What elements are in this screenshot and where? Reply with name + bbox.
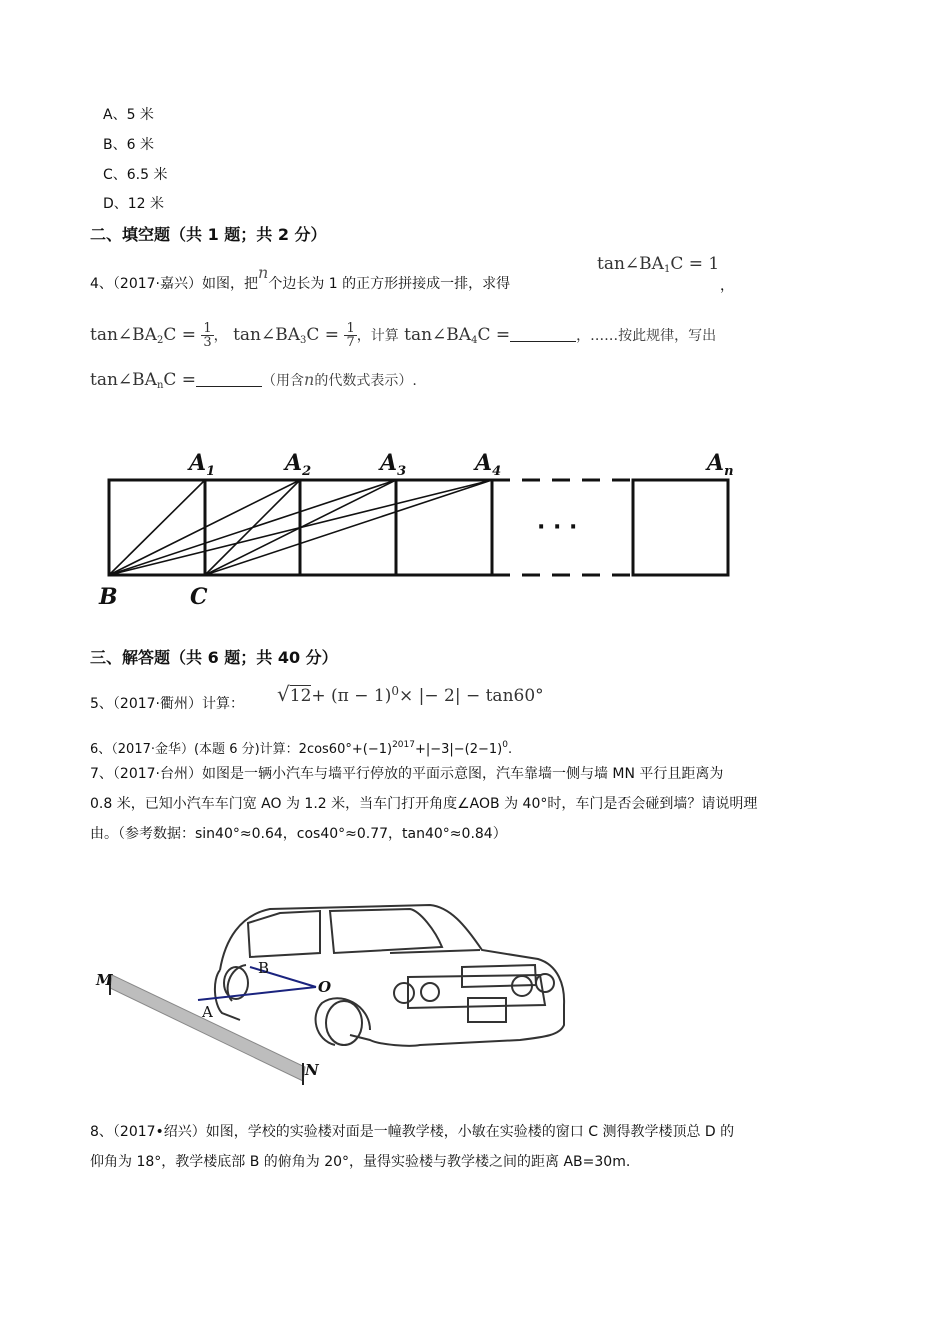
label-n: N bbox=[305, 1061, 319, 1079]
q4-answer-blank-1[interactable] bbox=[510, 327, 576, 342]
q4-equation-1 bbox=[597, 254, 719, 275]
q4-comma-1: ， bbox=[720, 278, 734, 294]
q5-expr-c: × |− 2| − tan60° bbox=[398, 686, 544, 706]
squares-figure bbox=[95, 440, 755, 615]
last-square bbox=[633, 480, 728, 575]
eq3-fraction bbox=[344, 322, 356, 349]
eq2-mid: C = bbox=[163, 325, 196, 345]
car-wall-figure bbox=[90, 895, 580, 1095]
license-plate bbox=[468, 998, 506, 1022]
eq5-lhs: tan∠BA bbox=[90, 370, 157, 390]
q4-answer-blank-2[interactable] bbox=[196, 372, 262, 387]
eq1-sub: 1 bbox=[663, 264, 671, 275]
line-c-a2 bbox=[205, 480, 300, 575]
q4-comma-2: ， bbox=[213, 328, 228, 344]
eq4-sub: 4 bbox=[471, 335, 478, 346]
eq1-lhs: tan∠BA bbox=[597, 254, 664, 274]
q5-exponent: 0 bbox=[391, 684, 399, 698]
car-hood-line bbox=[390, 950, 480, 953]
headlight-1 bbox=[394, 983, 414, 1003]
eq2-sub: 2 bbox=[156, 335, 164, 346]
q4-text-a: 如图，把 bbox=[202, 276, 259, 292]
q4-number: 4、 bbox=[90, 276, 113, 292]
q6-text-b: +|−3|−(2−1) bbox=[414, 742, 503, 757]
q4-text-c: ，计算 bbox=[356, 328, 399, 344]
option-c: C、6.5 米 bbox=[103, 167, 168, 183]
q4-source: （2017·嘉兴） bbox=[112, 276, 203, 292]
label-c: C bbox=[190, 584, 208, 610]
q5-expr-b: + (π − 1) bbox=[311, 686, 392, 706]
label-m: M bbox=[96, 971, 113, 989]
q6-exponent: 2017 bbox=[392, 740, 415, 750]
label-b: B bbox=[99, 584, 118, 610]
eq3-sub: 3 bbox=[300, 335, 307, 346]
q5-source: （2017·衢州） bbox=[112, 696, 203, 712]
q4-var-n: n bbox=[258, 263, 269, 282]
label-a3: $A_3$ bbox=[380, 450, 407, 479]
eq3-mid: C = bbox=[306, 325, 340, 345]
q8-line-1: 8、（2017•绍兴）如图，学校的实验楼对面是一幢教学楼，小敏在实验楼的窗口 C 测得教学楼顶总 D 的 bbox=[90, 1124, 735, 1140]
car-rear-window bbox=[248, 911, 320, 957]
section-2-title: 二、填空题（共 1 题；共 2 分） bbox=[90, 225, 327, 244]
q6-text-c: . bbox=[508, 742, 513, 757]
q8-line-2: 仰角为 18°，教学楼底部 B 的俯角为 20°，量得实验楼与教学楼之间的距离 AB=30m. bbox=[90, 1154, 631, 1170]
label-o: O bbox=[318, 978, 332, 996]
eq2-den: 3 bbox=[203, 335, 212, 350]
label-a4: $A_4$ bbox=[475, 450, 502, 479]
option-d: D、12 米 bbox=[103, 196, 165, 212]
q5-expression bbox=[277, 682, 544, 706]
eq2-num: 1 bbox=[203, 321, 212, 336]
label-a2: $A_2$ bbox=[285, 450, 312, 479]
headlight-4 bbox=[536, 974, 554, 992]
eq2-fraction bbox=[201, 322, 213, 349]
eq3-num: 1 bbox=[346, 321, 355, 336]
q6-text: 6、（2017·金华）(本题 6 分)计算：2cos60°+(−1) bbox=[90, 742, 393, 757]
option-b: B、6 米 bbox=[103, 137, 154, 153]
eq3-den: 7 bbox=[346, 335, 355, 350]
eq2-lhs: tan∠BA bbox=[90, 325, 157, 345]
line-c-a4 bbox=[205, 480, 492, 575]
sqrt-symbol: √ bbox=[277, 682, 290, 706]
eq5-mid: C = bbox=[163, 370, 197, 390]
question-4-line-1 bbox=[90, 263, 511, 299]
ellipsis-dots: · · · bbox=[537, 515, 578, 540]
option-a: A、5 米 bbox=[103, 107, 154, 123]
line-b-a1 bbox=[109, 480, 205, 575]
q4-text-b: 个边长为 1 的正方形拼接成一排，求得 bbox=[268, 276, 511, 292]
question-5 bbox=[90, 690, 244, 719]
eq4-mid: C = bbox=[477, 325, 511, 345]
car-side-window bbox=[330, 909, 442, 953]
front-wheel bbox=[326, 1001, 362, 1045]
q5-number: 5、 bbox=[90, 696, 113, 712]
eq1-rhs: C = 1 bbox=[670, 254, 720, 274]
q7-line-1: 7、（2017·台州）如图是一辆小汽车与墙平行停放的平面示意图，汽车靠墙一侧与墙 MN 平行且距离为 bbox=[90, 766, 724, 782]
eq3-lhs: tan∠BA bbox=[233, 325, 300, 345]
headlight-2 bbox=[421, 983, 439, 1001]
q5-text: 计算： bbox=[202, 696, 245, 712]
label-a1: $A_1$ bbox=[189, 450, 216, 479]
label-b-car: B bbox=[258, 959, 270, 977]
q4-text-e: （用含 bbox=[262, 373, 305, 389]
q4-var-n2: n bbox=[304, 370, 315, 389]
q7-line-2: 0.8 米，已知小汽车车门宽 AO 为 1.2 米，当车门打开角度∠AOB 为 40°时，车门是否会碰到墙？请说明理 bbox=[90, 796, 758, 812]
section-3-title: 三、解答题（共 6 题；共 40 分） bbox=[90, 648, 338, 667]
eq5-sub: n bbox=[156, 380, 164, 391]
q6-exponent-2: 0 bbox=[502, 740, 508, 750]
q4-equation-2 bbox=[90, 318, 716, 358]
q7-line-3: 由。（参考数据：sin40°≈0.64，cos40°≈0.77，tan40°≈0.84） bbox=[90, 826, 507, 842]
q4-text-d: ，……按此规律，写出 bbox=[576, 328, 717, 344]
q5-radicand: 12 bbox=[289, 686, 312, 706]
label-a: A bbox=[202, 1003, 213, 1021]
label-an: $A_n$ bbox=[707, 450, 734, 479]
car-front-panel bbox=[408, 975, 545, 1008]
q4-equation-5 bbox=[90, 370, 417, 391]
eq4-lhs: tan∠BA bbox=[404, 325, 472, 345]
q4-text-f: 的代数式表示）. bbox=[314, 373, 417, 389]
